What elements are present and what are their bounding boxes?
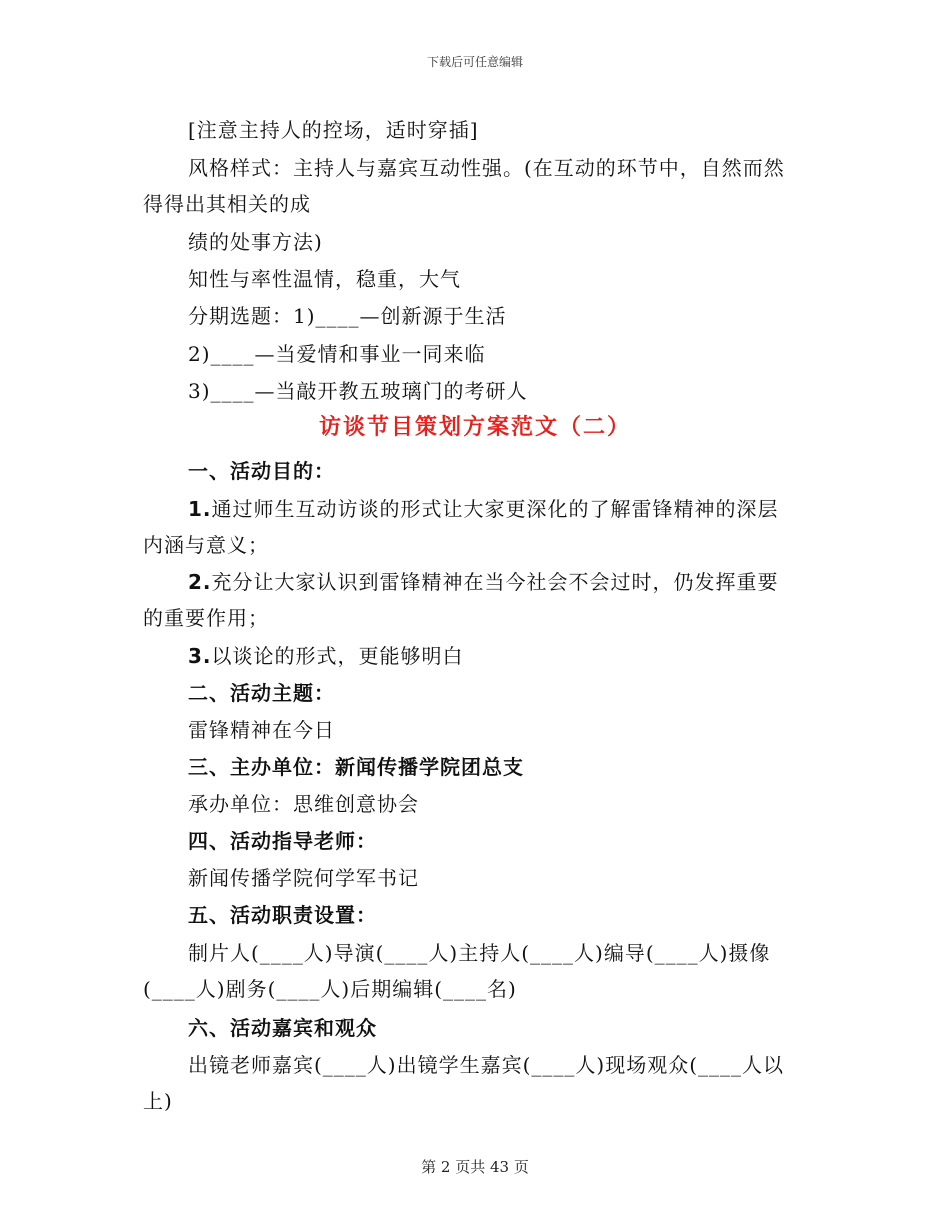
page-footer: 第 2 页共 43 页 <box>421 1158 529 1176</box>
s1-paragraph-1-cont: 内涵与意义； <box>143 533 269 557</box>
s1-item-text-1: 通过师生互动访谈的形式让大家更深化的了解雷锋精神的深层 <box>211 497 779 521</box>
s1-paragraph-1 <box>188 493 779 522</box>
page-header: 下载后可任意编辑 <box>426 55 523 69</box>
section-4-heading: 四、活动指导老师： <box>188 829 377 853</box>
s1-paragraph-3 <box>188 640 464 669</box>
section-5-line-1: 制片人(____人)导演(____人)主持人(____人)编导(____人)摄像 <box>188 941 771 965</box>
s1-item-text-2: 充分让大家认识到雷锋精神在当今社会不会过时，仍发挥重要 <box>211 570 779 594</box>
section-5-line-2: (____人)剧务(____人)后期编辑(____名) <box>143 977 517 1001</box>
intro-line-7: 2)____—当爱情和事业一同来临 <box>188 342 486 366</box>
s1-item-number-2: 2. <box>188 570 212 594</box>
s1-paragraph-2-cont: 的重要作用； <box>143 606 269 630</box>
section-6-heading: 六、活动嘉宾和观众 <box>188 1016 377 1040</box>
section-2-body: 雷锋精神在今日 <box>188 718 335 742</box>
intro-line-3: 得得出其相关的成 <box>143 192 311 216</box>
s1-paragraph-2 <box>188 566 779 595</box>
s1-item-number-3: 3. <box>188 644 212 668</box>
section-6-line-1: 出镜老师嘉宾(____人)出镜学生嘉宾(____人)现场观众(____人以 <box>188 1053 785 1077</box>
intro-line-6: 分期选题：1)____—创新源于生活 <box>188 304 507 328</box>
section-1-heading: 一、活动目的： <box>188 459 335 483</box>
section-2-heading: 二、活动主题： <box>188 681 335 705</box>
section-3-body: 承办单位：思维创意协会 <box>188 792 419 816</box>
s1-item-number-1: 1. <box>188 497 212 521</box>
section-4-body: 新闻传播学院何学军书记 <box>188 866 419 890</box>
section-5-heading: 五、活动职责设置： <box>188 903 377 927</box>
intro-line-5: 知性与率性温情，稳重，大气 <box>188 267 461 291</box>
section-6-line-2: 上) <box>143 1089 173 1113</box>
intro-line-2: 风格样式：主持人与嘉宾互动性强。(在互动的环节中，自然而然 <box>188 156 785 180</box>
document-title: 访谈节目策划方案范文（二） <box>318 415 631 440</box>
s1-item-text-3: 以谈论的形式，更能够明白 <box>211 644 464 668</box>
intro-line-8: 3)____—当敲开教五玻璃门的考研人 <box>188 379 528 403</box>
intro-line-1: [注意主持人的控场，适时穿插] <box>188 118 479 142</box>
intro-line-4: 绩的处事方法) <box>188 230 323 254</box>
section-3-heading: 三、主办单位：新闻传播学院团总支 <box>188 755 524 779</box>
